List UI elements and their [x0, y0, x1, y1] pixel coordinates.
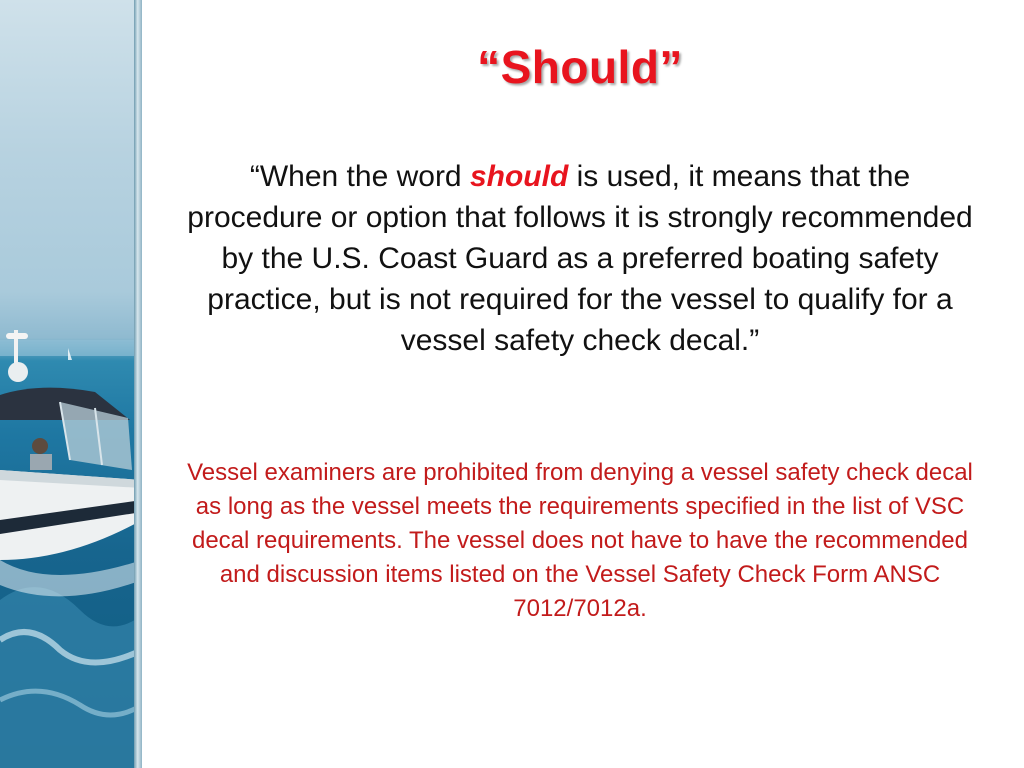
definition-quote — [180, 156, 980, 361]
slide-title: “Should” — [477, 41, 683, 93]
examiner-note: Vessel examiners are prohibited from denying a vessel safety check decal as long as the vessel meets the requirements specified in the list of VSC decal requirements. The vessel does not have to have the recommended and discussion items listed on the Vessel Safety Check Form ANSC 7012/7012a. — [187, 459, 973, 622]
quote-text-end: is used, it means that the procedure or option that follows it is strongly recommended by the U.S. Coast Guard as a preferred boating safety practice, but is not required for the vessel to qualify for a vessel safety check decal.” — [187, 160, 973, 357]
emphasized-word: should — [469, 160, 569, 193]
boat-photo — [0, 0, 142, 768]
sidebar-boat-image — [0, 0, 142, 768]
quote-text-start: “When the word — [249, 160, 470, 193]
sidebar-divider — [134, 0, 142, 768]
